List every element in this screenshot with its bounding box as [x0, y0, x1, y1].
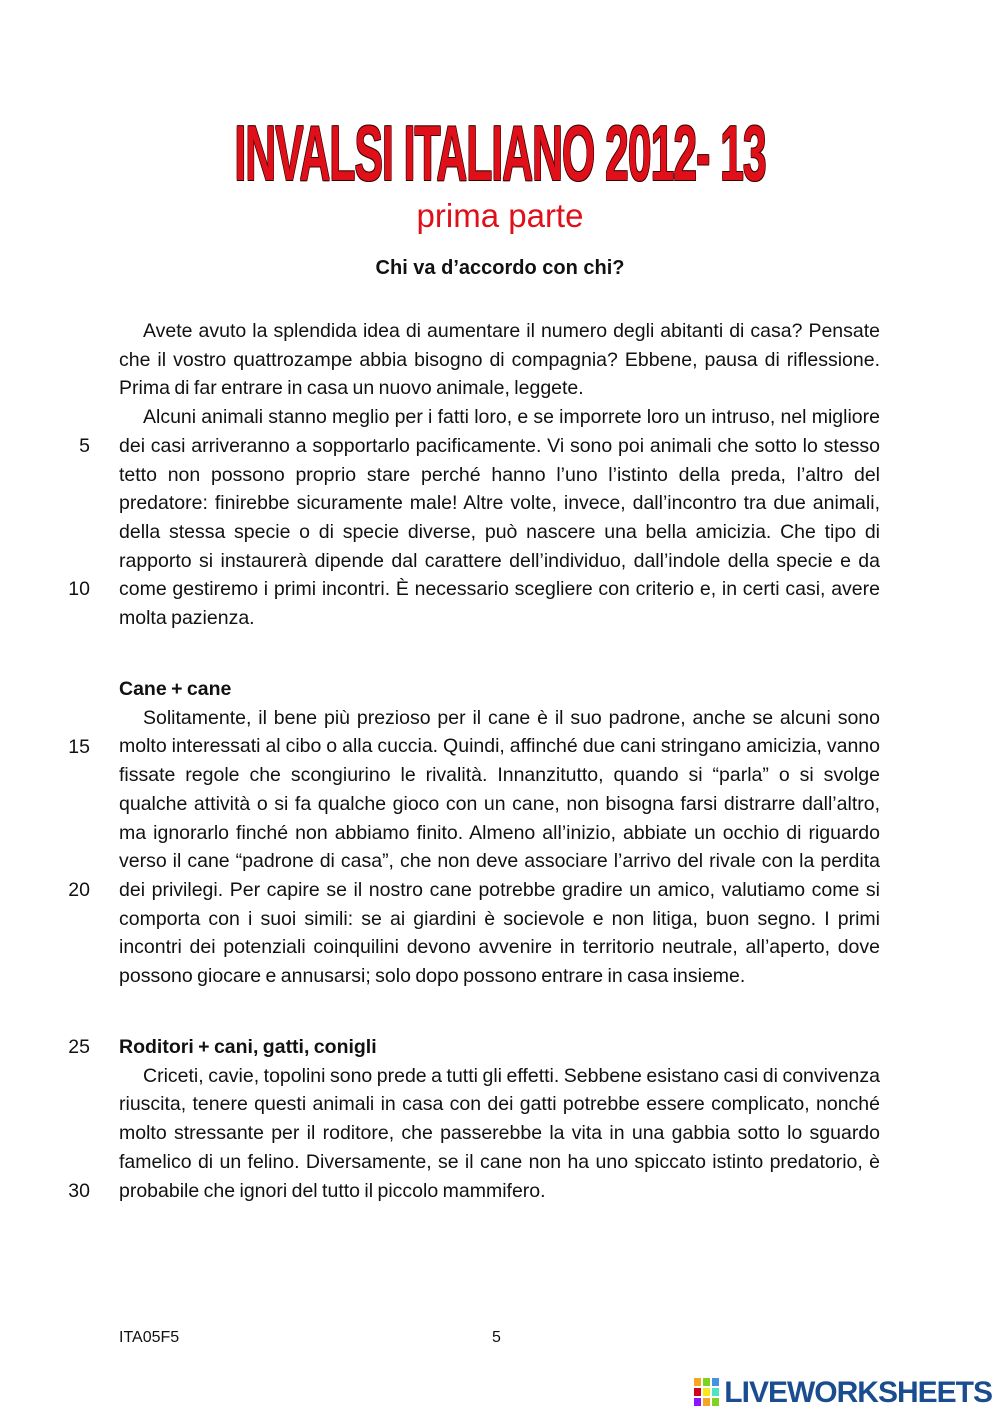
document-code: ITA05F5: [119, 1329, 180, 1346]
article-title: Chi va d’accordo con chi?: [375, 257, 625, 279]
line-number: 25: [68, 1036, 90, 1058]
line-number: 10: [68, 578, 90, 600]
section-paragraph: Solitamente, il bene più prezioso per il cane è il suo padrone, anche se alcuni sono molto interessati al cibo o alla cuccia. Quindi, affinché due cani stringano amicizia, vanno fissate regole che scongiurino le rivalità. Innanzitutto, quando si “parla” o si svolge qualche attività o si fa qualche gioco con un cane, non bisogna farsi distrarre dall’altro, ma ignorarlo finché non abbiamo finito. Almeno all’inizio, abbiate un occhio di riguardo verso il cane “padrone di casa”, che non deve associare l’arrivo del rivale con la perdita dei privilegi. Per capire se il nostro cane potrebbe gradire un amico, valutiamo come si comporta con i suoi simili: se ai giardini è socievole e non litiga, buon segno. I primi incontri dei potenziali coinquilini devono avvenire in territorio neutrale, all’aperto, dove possono giocare e annusarsi; solo dopo possono entrare in casa insieme.: [119, 706, 880, 988]
page-subtitle: prima parte: [416, 197, 584, 234]
intro-block: [119, 317, 880, 633]
page-title: INVALSI ITALIANO 2012- 13: [234, 109, 766, 197]
intro-paragraph-2: Alcuni animali stanno meglio per i fatti loro, e se imporrete loro un intruso, nel migliore dei casi arriveranno a sopportarlo pacificamente. Vi sono poi animali che sotto lo stesso tetto non possono proprio stare perché hanno l’uno l’istinto della preda, l’altro del predatore: finirebbe sicuramente male! Altre volte, invece, dall’incontro tra due animali, della stessa specie o di specie diverse, può nascere una bella amicizia. Che tipo di rapporto si instaurerà dipende dal carattere dell’individuo, dall’indole della specie e da come gestiremo i primi incontri. È necessario scegliere con criterio e, in certi casi, avere molta pazienza.: [119, 406, 880, 630]
liveworksheets-blocks-icon: [694, 1378, 720, 1408]
page-number: 5: [492, 1329, 501, 1346]
section-cane-cane: [119, 675, 880, 991]
line-number: 15: [68, 736, 90, 758]
line-number: 5: [79, 435, 90, 457]
line-number: 20: [68, 879, 90, 901]
section-heading: Roditori + cani, gatti, conigli: [119, 1036, 377, 1058]
liveworksheets-wordmark: LIVEWORKSHEETS: [724, 1376, 992, 1409]
section-paragraph: Criceti, cavie, topolini sono prede a tutti gli effetti. Sebbene esistano casi di convivenza riuscita, tenere questi animali in casa con dei gatti potrebbe essere complicato, nonché molto stressante per il roditore, che passerebbe la vita in una gabbia sotto lo sguardo famelico di un felino. Diversamente, se il cane non ha uno spiccato istinto predatorio, è probabile che ignori del tutto il piccolo mammifero.: [119, 1064, 880, 1202]
line-number: 30: [68, 1180, 90, 1202]
intro-paragraph-1: Avete avuto la splendida idea di aumentare il numero degli abitanti di casa? Pensate che il vostro quattrozampe abbia bisogno di compagnia? Ebbene, pausa di riflessione. Prima di far entrare in casa un nuovo animale, leggete.: [119, 320, 880, 400]
section-roditori: [119, 1033, 880, 1205]
section-heading: Cane + cane: [119, 678, 232, 700]
liveworksheets-logo[interactable]: [694, 1376, 992, 1410]
